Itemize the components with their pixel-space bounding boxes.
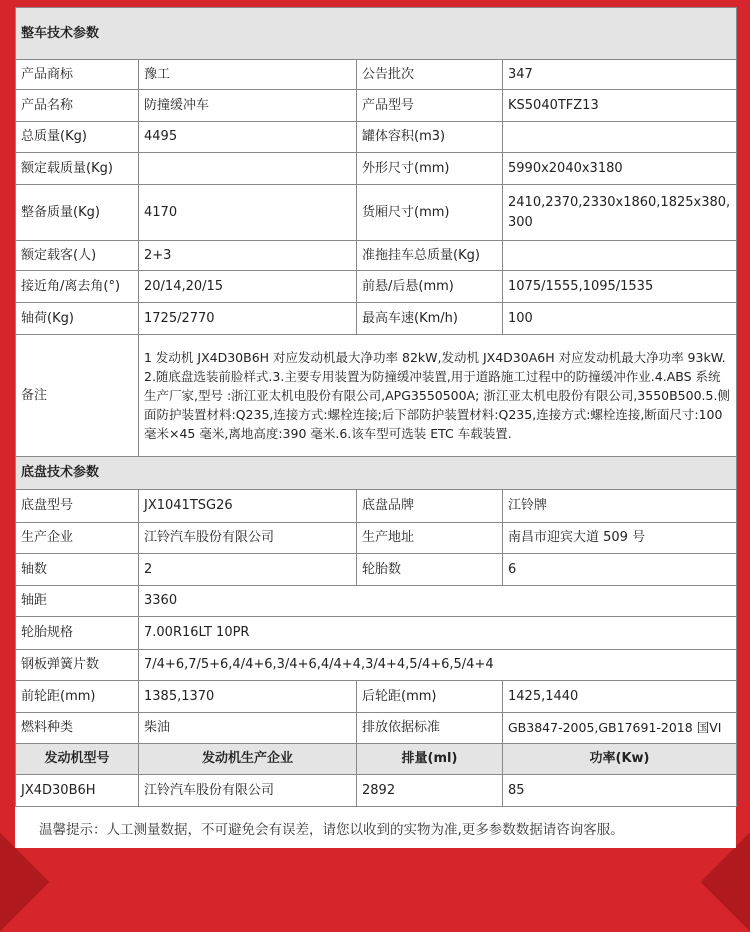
- field-value: KS5040TFZ13: [503, 90, 737, 122]
- field-value: 1725/2770: [139, 303, 357, 335]
- table-row: [16, 60, 737, 90]
- engine-row: [16, 775, 737, 807]
- field-value: 2+3: [139, 241, 357, 271]
- field-label: 产品商标: [16, 60, 139, 90]
- table-row: [16, 650, 737, 681]
- field-label: 轴数: [16, 554, 139, 586]
- field-label: 公告批次: [357, 60, 503, 90]
- remarks-label: 备注: [16, 335, 139, 457]
- vehicle-section-title: 整车技术参数: [16, 8, 737, 60]
- field-label: 外形尺寸(mm): [357, 153, 503, 185]
- field-label: 货厢尺寸(mm): [357, 185, 503, 241]
- field-label: 总质量(Kg): [16, 122, 139, 153]
- vehicle-section-header: [16, 8, 737, 60]
- engine-power: 85: [503, 775, 737, 807]
- field-label: 燃料种类: [16, 713, 139, 744]
- field-value: 1075/1555,1095/1535: [503, 271, 737, 303]
- table-row: [16, 713, 737, 744]
- field-value: 6: [503, 554, 737, 586]
- engine-header-maker: 发动机生产企业: [139, 744, 357, 775]
- field-value: 江铃汽车股份有限公司: [139, 523, 357, 554]
- field-value: 防撞缓冲车: [139, 90, 357, 122]
- engine-table-header: [16, 744, 737, 775]
- field-label: 整备质量(Kg): [16, 185, 139, 241]
- field-label: 生产企业: [16, 523, 139, 554]
- table-row: [16, 185, 737, 241]
- remarks-row: [16, 335, 737, 457]
- engine-header-displacement: 排量(ml): [357, 744, 503, 775]
- field-value: JX1041TSG26: [139, 490, 357, 523]
- field-label: 轴荷(Kg): [16, 303, 139, 335]
- field-label: 产品名称: [16, 90, 139, 122]
- chassis-section-title: 底盘技术参数: [16, 457, 737, 490]
- field-label: 准拖挂车总质量(Kg): [357, 241, 503, 271]
- field-value: 4170: [139, 185, 357, 241]
- field-label: 底盘品牌: [357, 490, 503, 523]
- field-value: 2410,2370,2330x1860,1825x380,300: [503, 185, 737, 241]
- field-value: 江铃牌: [503, 490, 737, 523]
- field-value: [139, 153, 357, 185]
- field-value: 豫工: [139, 60, 357, 90]
- field-value: 347: [503, 60, 737, 90]
- field-label: 生产地址: [357, 523, 503, 554]
- field-value: 5990x2040x3180: [503, 153, 737, 185]
- engine-displacement: 2892: [357, 775, 503, 807]
- table-row: [16, 271, 737, 303]
- table-row: [16, 523, 737, 554]
- field-value: 20/14,20/15: [139, 271, 357, 303]
- field-label: 轮胎数: [357, 554, 503, 586]
- field-label: 钢板弹簧片数: [16, 650, 139, 681]
- engine-maker: 江铃汽车股份有限公司: [139, 775, 357, 807]
- field-value: 4495: [139, 122, 357, 153]
- field-label: 前悬/后悬(mm): [357, 271, 503, 303]
- field-value: 100: [503, 303, 737, 335]
- field-label: 额定载客(人): [16, 241, 139, 271]
- field-value: 3360: [139, 586, 737, 617]
- spec-table: [15, 7, 737, 807]
- field-label: 前轮距(mm): [16, 681, 139, 713]
- table-row: [16, 241, 737, 271]
- engine-header-model: 发动机型号: [16, 744, 139, 775]
- field-label: 底盘型号: [16, 490, 139, 523]
- field-value: 柴油: [139, 713, 357, 744]
- field-label: 产品型号: [357, 90, 503, 122]
- table-row: [16, 303, 737, 335]
- field-label: 轮胎规格: [16, 617, 139, 650]
- engine-header-power: 功率(Kw): [503, 744, 737, 775]
- table-row: [16, 681, 737, 713]
- table-row: [16, 122, 737, 153]
- field-label: 排放依据标准: [357, 713, 503, 744]
- field-label: 罐体容积(m3): [357, 122, 503, 153]
- field-value: 1385,1370: [139, 681, 357, 713]
- table-row: [16, 90, 737, 122]
- chassis-section-header: [16, 457, 737, 490]
- footer-notice: 温馨提示：人工测量数据，不可避免会有误差，请您以收到的实物为准,更多参数数据请咨询客服。: [15, 812, 736, 848]
- field-value: 7/4+6,7/5+6,4/4+6,3/4+6,4/4+4,3/4+4,5/4+6,5/4+4: [139, 650, 737, 681]
- remarks-text: 1 发动机 JX4D30B6H 对应发动机最大净功率 82kW,发动机 JX4D30A6H 对应发动机最大净功率 93kW. 2.随底盘选装前脸样式.3.主要专用装置为防撞缓冲装置,用于道路施工过程中的防撞缓冲作业.4.ABS 系统生产厂家,型号 :浙江亚太机电股份有限公司,APG3550500A; 浙江亚太机电股份有限公司,3550B500.5.侧面防护装置材料:Q235,连接方式:螺栓连接;后下部防护装置材料:Q235,连接方式:螺栓连接,断面尺寸:100 毫米×45 毫米,离地高度:390 毫米.6.该车型可选装 ETC 车载装置.: [139, 335, 737, 457]
- field-value: 7.00R16LT 10PR: [139, 617, 737, 650]
- field-value: 1425,1440: [503, 681, 737, 713]
- field-label: 轴距: [16, 586, 139, 617]
- table-row: [16, 554, 737, 586]
- table-row: [16, 586, 737, 617]
- field-value: [503, 122, 737, 153]
- table-row: [16, 490, 737, 523]
- field-label: 额定载质量(Kg): [16, 153, 139, 185]
- engine-model: JX4D30B6H: [16, 775, 139, 807]
- field-label: 后轮距(mm): [357, 681, 503, 713]
- table-row: [16, 153, 737, 185]
- field-value: 2: [139, 554, 357, 586]
- field-value: [503, 241, 737, 271]
- field-label: 接近角/离去角(°): [16, 271, 139, 303]
- table-row: [16, 617, 737, 650]
- field-value: GB3847-2005,GB17691-2018 国VI: [503, 713, 737, 744]
- field-label: 最高车速(Km/h): [357, 303, 503, 335]
- field-value: 南昌市迎宾大道 509 号: [503, 523, 737, 554]
